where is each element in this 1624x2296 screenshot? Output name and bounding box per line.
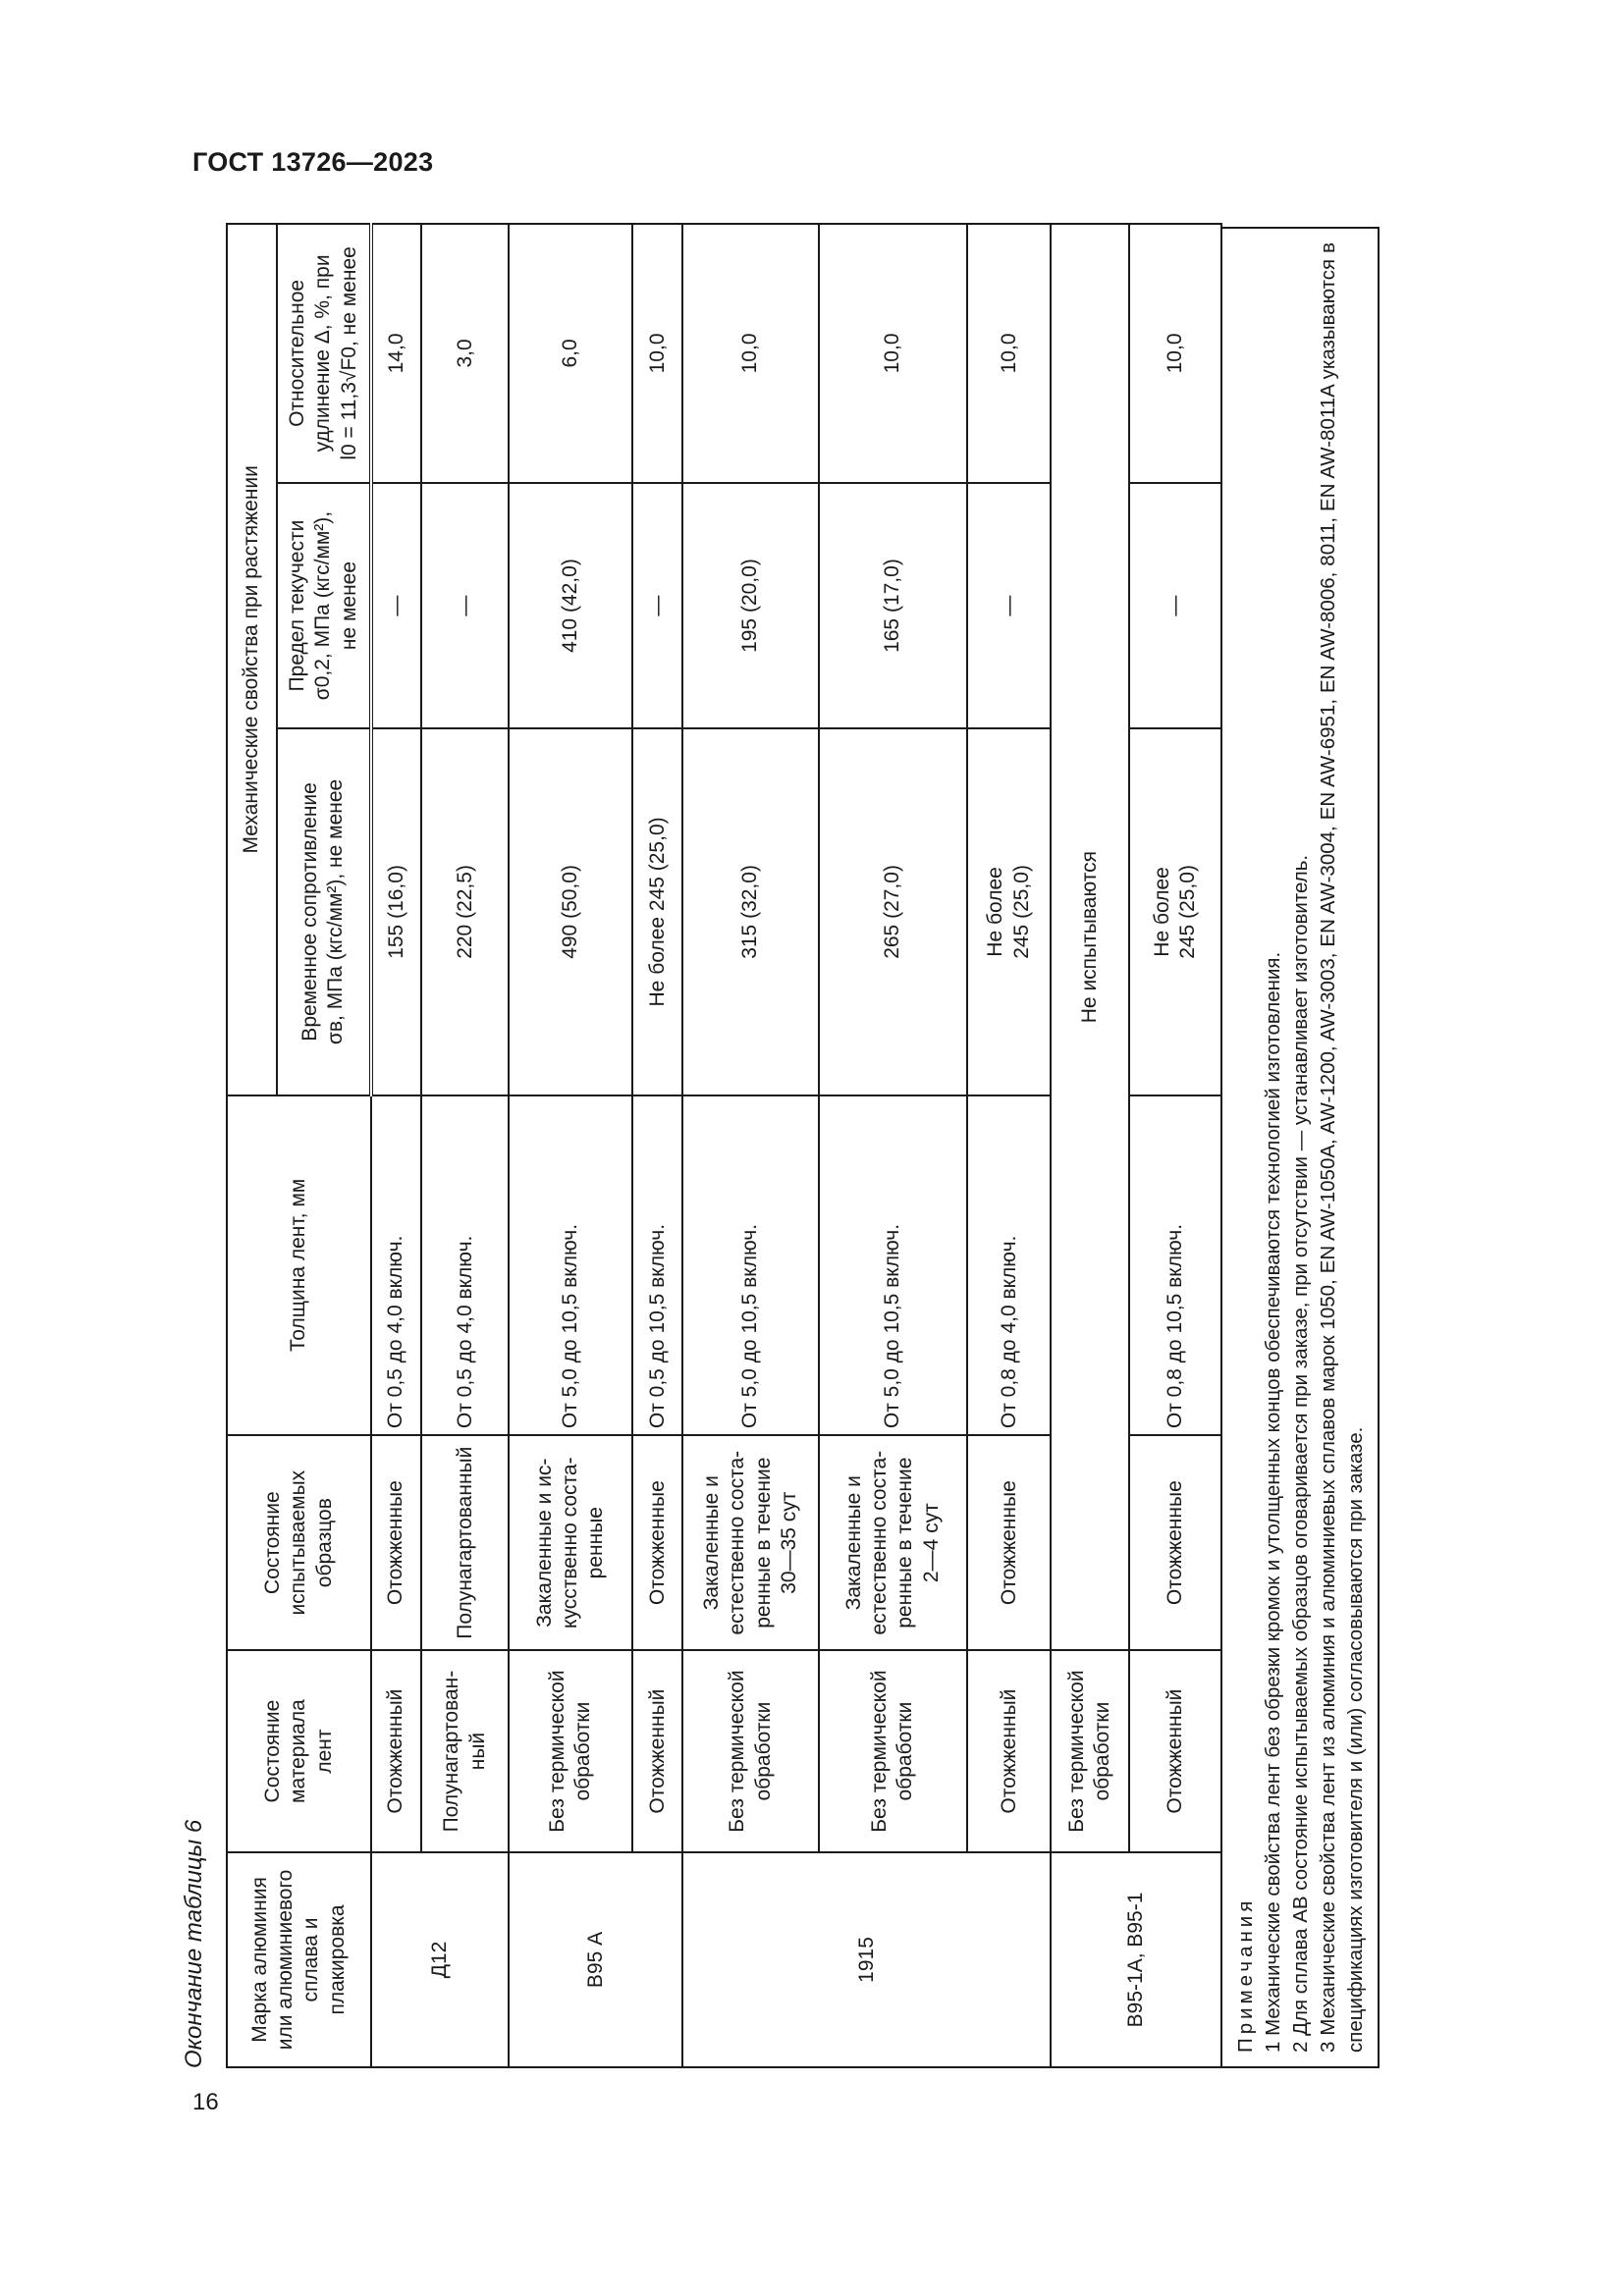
- cell-thickness: От 5,0 до 10,5 включ.: [682, 1095, 819, 1436]
- cell-material-state: Без термической обработки: [682, 1650, 819, 1852]
- cell-yield-strength: —: [967, 483, 1051, 728]
- cell-sample-state: Полунагартованный: [421, 1435, 509, 1650]
- table-row: [421, 224, 509, 2067]
- cell-tensile-strength: Не более 245 (25,0): [967, 728, 1051, 1095]
- cell-thickness: От 5,0 до 10,5 включ.: [819, 1095, 967, 1436]
- header-thickness: Толщина лент, мм: [227, 1095, 371, 1436]
- cell-sample-state: Закаленные и естественно соста- ренные в течение 30—35 сут: [682, 1435, 819, 1650]
- cell-tensile-strength: 155 (16,0): [371, 728, 421, 1095]
- cell-thickness: От 0,8 до 4,0 включ.: [967, 1095, 1051, 1436]
- cell-tensile-strength: 490 (50,0): [509, 728, 632, 1095]
- header-yield-strength: Предел текучести σ0,2, МПа (кгс/мм²), не менее: [277, 483, 371, 728]
- cell-material-state: Без термической обработки: [1051, 1650, 1129, 1852]
- header-tensile-strength: Временное сопротивление σв, МПа (кгс/мм²), не менее: [277, 728, 371, 1095]
- cell-material-state: Без термической обработки: [819, 1650, 967, 1852]
- cell-sample-state: Закаленные и ис- кусственно соста- ренные: [509, 1435, 632, 1650]
- header-material-state: Состояние материала лент: [227, 1650, 371, 1852]
- table-row: [1129, 224, 1221, 2067]
- cell-grade: В95-1А, В95-1: [1051, 1852, 1221, 2067]
- header-elongation: Относительное удлинение Δ, %, при l0 = 11,3√F0, не менее: [277, 224, 371, 483]
- cell-thickness: От 0,5 до 4,0 включ.: [421, 1095, 509, 1436]
- cell-material-state: Отожженный: [371, 1650, 421, 1852]
- cell-yield-strength: —: [371, 483, 421, 728]
- cell-material-state: Отожженный: [1129, 1650, 1221, 1852]
- table-row: [509, 224, 632, 2067]
- cell-tensile-strength: Не более 245 (25,0): [1129, 728, 1221, 1095]
- cell-yield-strength: 410 (42,0): [509, 483, 632, 728]
- cell-tensile-strength: 265 (27,0): [819, 728, 967, 1095]
- cell-elongation: 10,0: [682, 224, 819, 483]
- cell-thickness: От 0,5 до 10,5 включ.: [632, 1095, 682, 1436]
- cell-yield-strength: —: [1129, 483, 1221, 728]
- cell-elongation: 3,0: [421, 224, 509, 483]
- cell-elongation: 6,0: [509, 224, 632, 483]
- cell-yield-strength: 165 (17,0): [819, 483, 967, 728]
- cell-material-state: Без термической обработки: [509, 1650, 632, 1852]
- cell-elongation: 10,0: [1129, 224, 1221, 483]
- cell-elongation: 10,0: [967, 224, 1051, 483]
- cell-thickness: От 5,0 до 10,5 включ.: [509, 1095, 632, 1436]
- cell-tensile-strength: 220 (22,5): [421, 728, 509, 1095]
- cell-yield-strength: 195 (20,0): [682, 483, 819, 728]
- table-row: [819, 224, 967, 2067]
- cell-sample-state: Отожженные: [967, 1435, 1051, 1650]
- cell-sample-state: Закаленные и естественно соста- ренные в течение 2—4 сут: [819, 1435, 967, 1650]
- cell-material-state: Отожженный: [967, 1650, 1051, 1852]
- cell-elongation: 10,0: [819, 224, 967, 483]
- table-row: [371, 224, 421, 2067]
- cell-not-tested: Не испытываются: [1051, 224, 1129, 1650]
- cell-sample-state: Отожженные: [632, 1435, 682, 1650]
- notes-block: [1222, 227, 1380, 2068]
- table-row: [682, 224, 819, 2067]
- note-item: 3 Механические свойства лент из алюминия и алюминиевых сплавов марок 1050, EN AW-1050A, AW-1200, AW-3003, EN AW-3004, EN AW-6951, EN AW-8006, 8011, EN AW-8011A указываются в спецификациях изготовителя и (или) согласовываются при заказе.: [1316, 242, 1367, 2053]
- notes-heading: Примечания: [1234, 1896, 1257, 2053]
- cell-elongation: 10,0: [632, 224, 682, 483]
- cell-grade: Д12: [371, 1852, 510, 2067]
- table-row: [1051, 224, 1129, 2067]
- rotated-table-block: [181, 223, 1418, 2068]
- header-mechanical-properties: Механические свойства при растяжении: [227, 224, 277, 1095]
- cell-sample-state: Отожженные: [1129, 1435, 1221, 1650]
- table-row: [967, 224, 1051, 2067]
- cell-elongation: 14,0: [371, 224, 421, 483]
- cell-yield-strength: —: [421, 483, 509, 728]
- cell-yield-strength: —: [632, 483, 682, 728]
- cell-tensile-strength: Не более 245 (25,0): [632, 728, 682, 1095]
- header-sample-state: Состояние испытываемых образцов: [227, 1435, 371, 1650]
- document-title: ГОСТ 13726—2023: [192, 147, 434, 177]
- cell-thickness: От 0,8 до 10,5 включ.: [1129, 1095, 1221, 1436]
- cell-thickness: От 0,5 до 4,0 включ.: [371, 1095, 421, 1436]
- note-item: 1 Механические свойства лент без обрезки кромок и утолщенных концов обеспечиваются технологией изготовления.: [1261, 951, 1284, 2053]
- cell-grade: В95 А: [509, 1852, 682, 2067]
- header-grade: Марка алюминия или алюминиевого сплава и плакировка: [227, 1852, 371, 2067]
- cell-sample-state: Отожженные: [371, 1435, 421, 1650]
- cell-material-state: Отожженный: [632, 1650, 682, 1852]
- page-number: 16: [192, 2089, 219, 2115]
- cell-tensile-strength: 315 (32,0): [682, 728, 819, 1095]
- mechanical-properties-table: [226, 223, 1222, 2068]
- table-row: [632, 224, 682, 2067]
- table-caption: Окончание таблицы 6: [181, 1819, 207, 2068]
- cell-grade: 1915: [682, 1852, 1051, 2067]
- note-item: 2 Для сплава АВ состояние испытываемых образцов оговаривается при заказе, при отсутствии — устанавливает изготовитель.: [1288, 854, 1312, 2053]
- cell-material-state: Полунагартован- ный: [421, 1650, 509, 1852]
